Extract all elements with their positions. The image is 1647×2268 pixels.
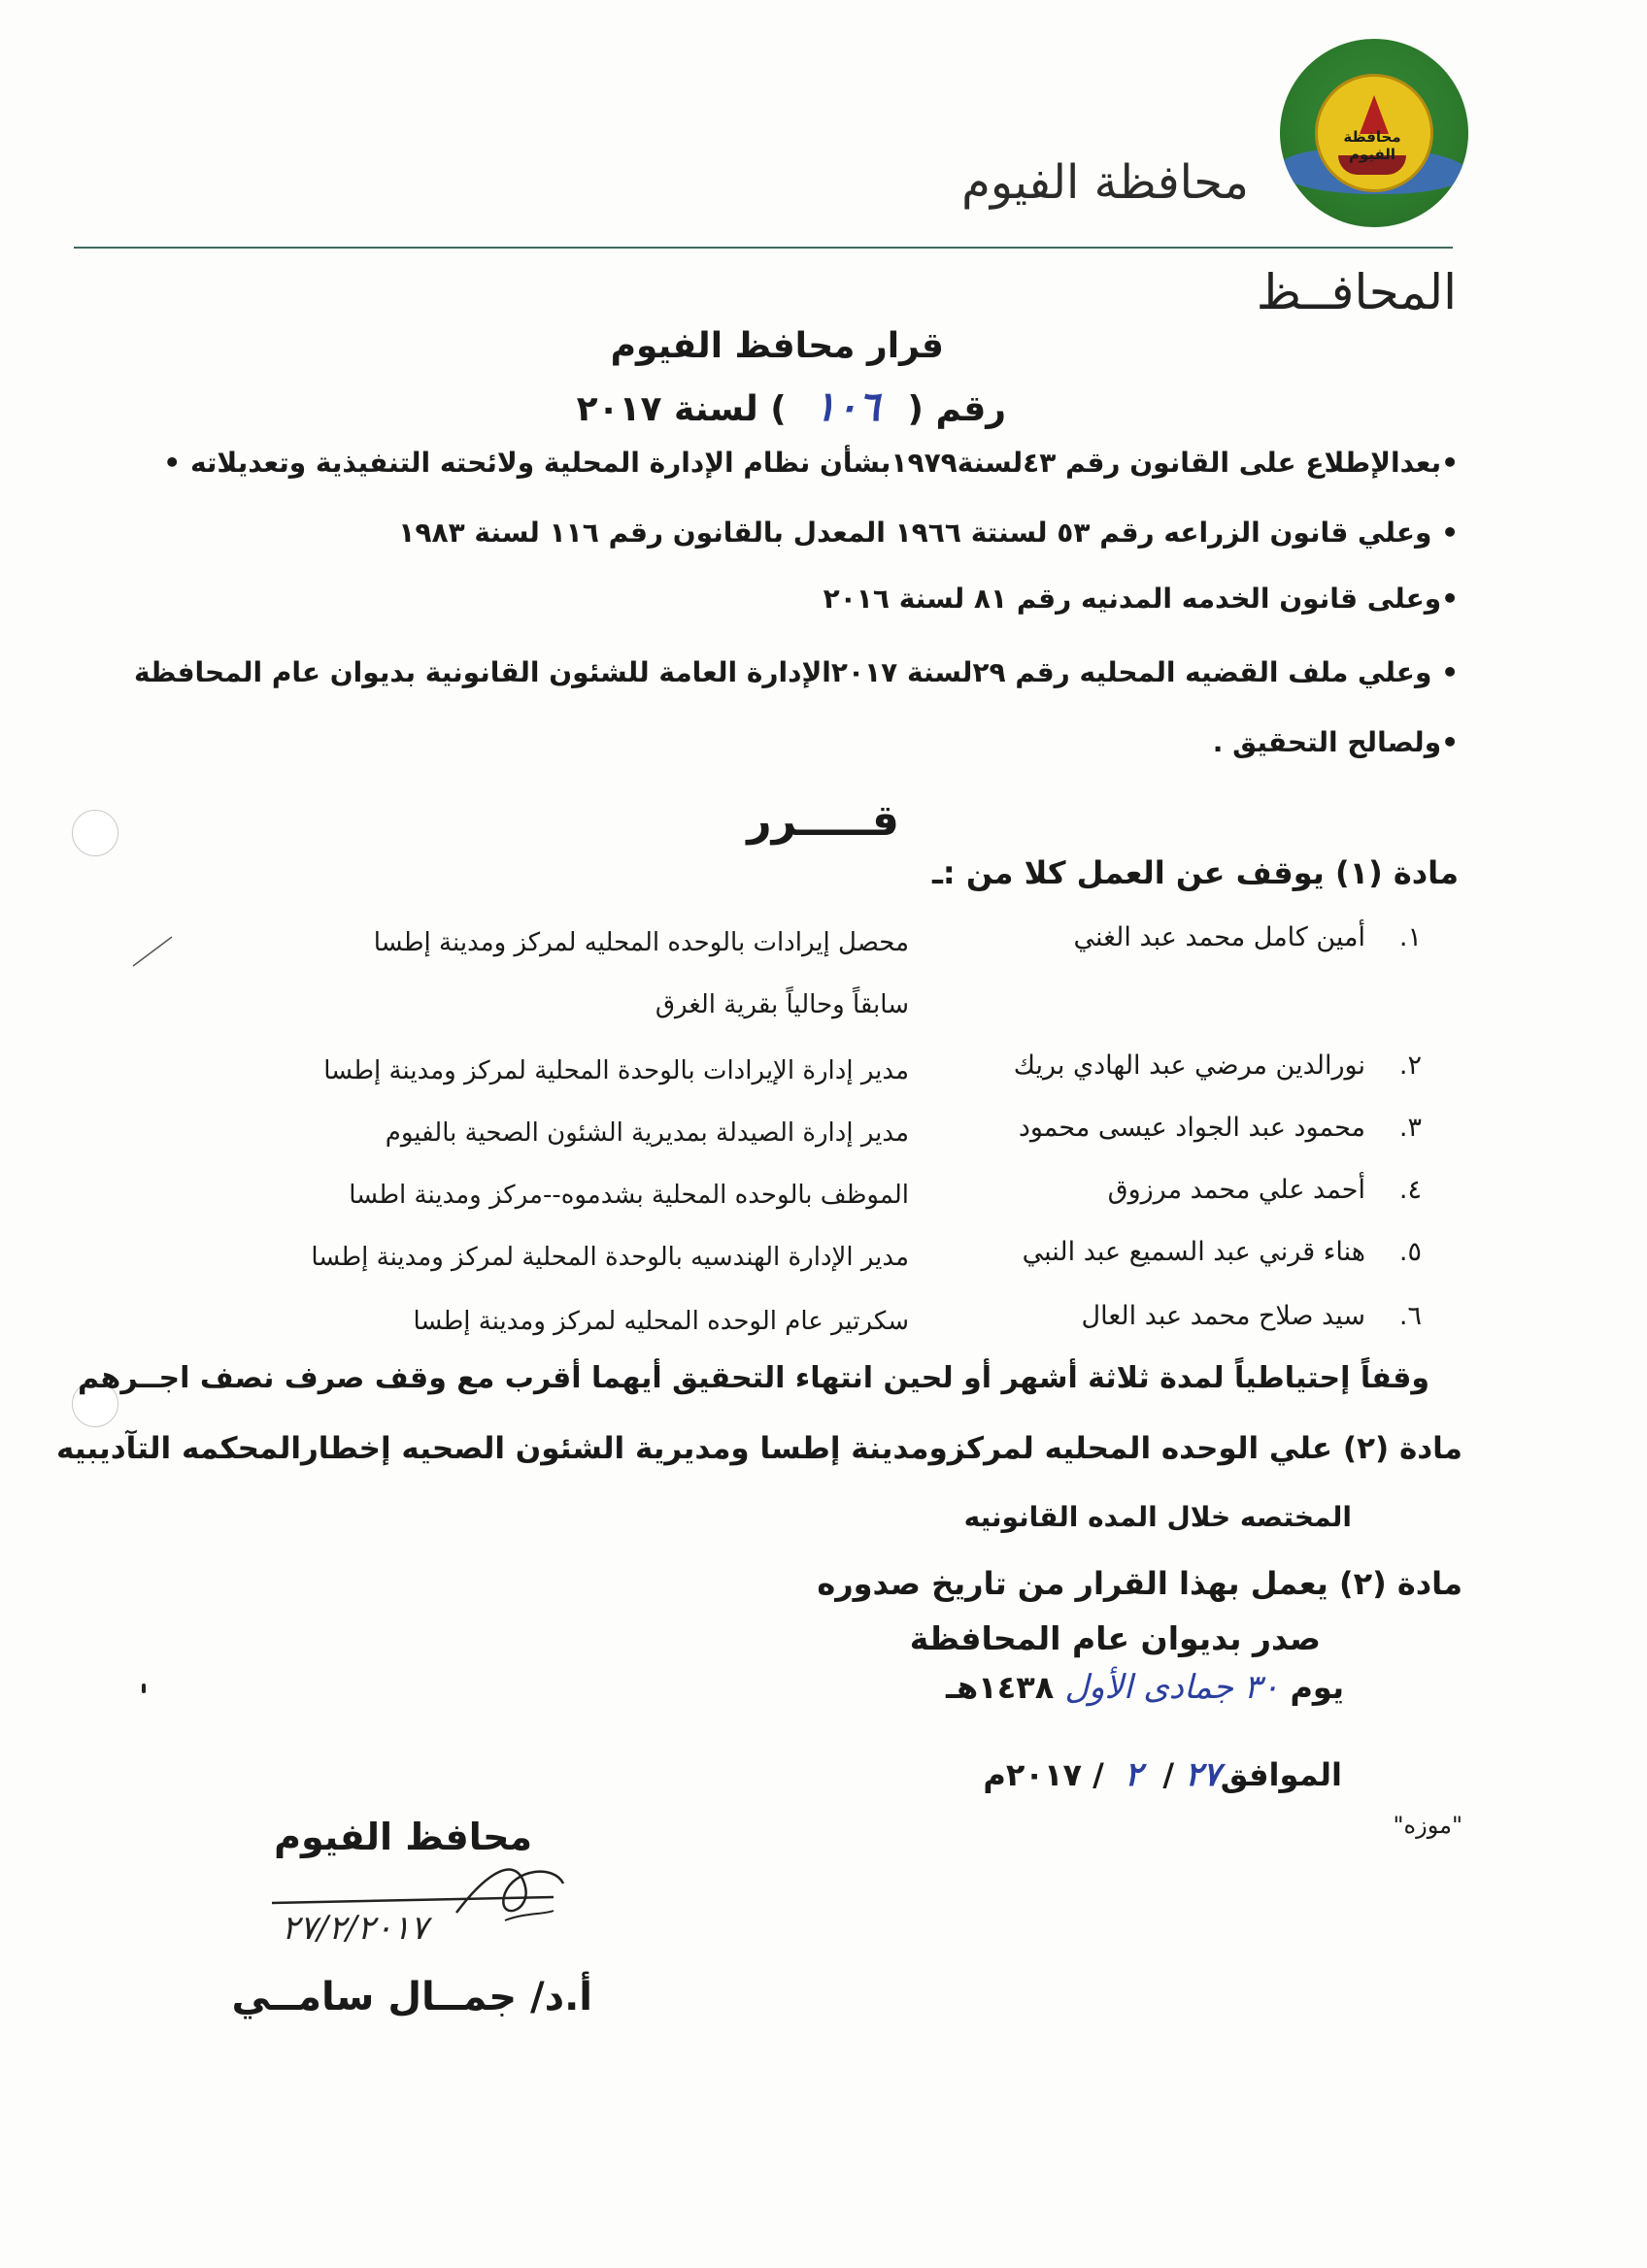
hijri-date-line [946, 1668, 1344, 1707]
article-2-line: المختصه خلال المده القانونيه [963, 1501, 1352, 1533]
signatory-name: أ.د/ جمــال سامــي [231, 1975, 592, 2019]
person-role: الموظف بالوحده المحلية بشدموه--مركز ومدينة اطسا [349, 1181, 909, 1210]
article-1-closing: وقفاً إحتياطياً لمدة ثلاثة أشهر أو لحين انتهاء التحقيق أيهما أقرب مع وقف صرف نصف اجــرهم [78, 1361, 1429, 1395]
issued-at-line: صدر بديوان عام المحافظة [909, 1619, 1321, 1657]
person-number: ٥. [1398, 1237, 1422, 1267]
person-role: مدير الإدارة الهندسيه بالوحدة المحلية لمركز ومدينة إطسا [311, 1243, 909, 1272]
person-number: ٣. [1398, 1113, 1422, 1143]
margin-tick-icon [128, 932, 177, 971]
person-name: هناء قرني عبد السميع عبد النبي [1022, 1237, 1365, 1267]
decree-number-handwritten: ١٠٦ [814, 383, 880, 430]
decree-title: قرار محافظ الفيوم [610, 326, 944, 366]
gregorian-date-prefix: الموافق [1220, 1756, 1342, 1793]
signature-title: محافظ الفيوم [274, 1816, 532, 1858]
governorate-title: محافظة الفيوم [961, 155, 1249, 210]
person-role-continued: سابقاً وحالياً بقرية الغرق [655, 990, 909, 1019]
person-number: ٤. [1398, 1175, 1422, 1205]
person-number: ١. [1398, 922, 1422, 952]
preamble-line: • وعلي ملف القضيه المحليه رقم ٢٩لسنة ٢٠١٧الإدارة العامة للشئون القانونية بديوان عام المحافظة [133, 656, 1459, 688]
gregorian-date-line: الموافق٢٧ / ٢ / ٢٠١٧م [983, 1755, 1342, 1794]
preamble-line: •ولصالح التحقيق . [1212, 726, 1459, 758]
hijri-date-prefix: يوم [1290, 1669, 1344, 1706]
hijri-date-suffix: ١٤٣٨هـ [946, 1669, 1055, 1706]
person-name: سيد صلاح محمد عبد العال [1081, 1301, 1365, 1331]
typist-initials: "موزه" [1393, 1812, 1462, 1839]
person-name: نورالدين مرضي عبد الهادي بريك [1013, 1051, 1365, 1081]
preamble-line: •بعدالإطلاع على القانون رقم ٤٣لسنة١٩٧٩بشأن نظام الإدارة المحلية ولائحته التنفيذية وتعديلاته • [163, 447, 1459, 479]
decree-number-suffix: ) لسنة ٢٠١٧ [576, 389, 787, 429]
person-name: محمود عبد الجواد عيسى محمود [1018, 1113, 1365, 1143]
person-name: أحمد علي محمد مرزوق [1107, 1175, 1365, 1205]
person-role: سكرتير عام الوحده المحليه لمركز ومدينة إطسا [413, 1307, 909, 1336]
person-role: مدير إدارة الإيرادات بالوحدة المحلية لمركز ومدينة إطسا [323, 1056, 909, 1085]
gregorian-date-month: ٢ [1124, 1755, 1143, 1794]
preamble-line: •وعلى قانون الخدمه المدنيه رقم ٨١ لسنة ٢٠١٦ [823, 583, 1459, 615]
article-1-heading: مادة (١) يوقف عن العمل كلا من :ـ [931, 854, 1459, 891]
gregorian-date-year: / ٢٠١٧م [983, 1756, 1104, 1793]
person-name: أمين كامل محمد عبد الغني [1073, 922, 1365, 952]
punch-hole [72, 810, 118, 856]
preamble-line: • وعلي قانون الزراعه رقم ٥٣ لسنتة ١٩٦٦ المعدل بالقانون رقم ١١٦ لسنة ١٩٨٣ [398, 517, 1459, 549]
person-role: مدير إدارة الصيدلة بمديرية الشئون الصحية بالفيوم [385, 1118, 909, 1148]
person-number: ٦. [1398, 1301, 1422, 1331]
governorate-logo [1280, 39, 1468, 227]
signature-handwritten-date: ٢٧/٢/٢٠١٧ [282, 1909, 428, 1948]
gregorian-date-day: ٢٧ [1185, 1755, 1221, 1794]
article-3-line: مادة (٢) يعمل بهذا القرار من تاريخ صدوره [817, 1565, 1462, 1602]
decree-number-line [577, 383, 1006, 430]
margin-mark [142, 1684, 146, 1693]
logo-text: محافظة الفيوم [1343, 128, 1401, 163]
office-title: المحافــظ [1256, 264, 1457, 320]
header-divider [74, 247, 1453, 249]
article-2-line: مادة (٢) علي الوحده المحليه لمركزومدينة إطسا ومديرية الشئون الصحيه إخطارالمحكمه التآديبيه [55, 1431, 1462, 1466]
decree-number-prefix: رقم ( [907, 389, 1006, 429]
person-number: ٢. [1398, 1051, 1422, 1081]
person-role: محصل إيرادات بالوحده المحليه لمركز ومدينة إطسا [373, 928, 909, 957]
hijri-date-handwritten: ٣٠ جمادى الأول [1064, 1668, 1280, 1707]
decided-heading: قـــــرر [747, 796, 899, 846]
